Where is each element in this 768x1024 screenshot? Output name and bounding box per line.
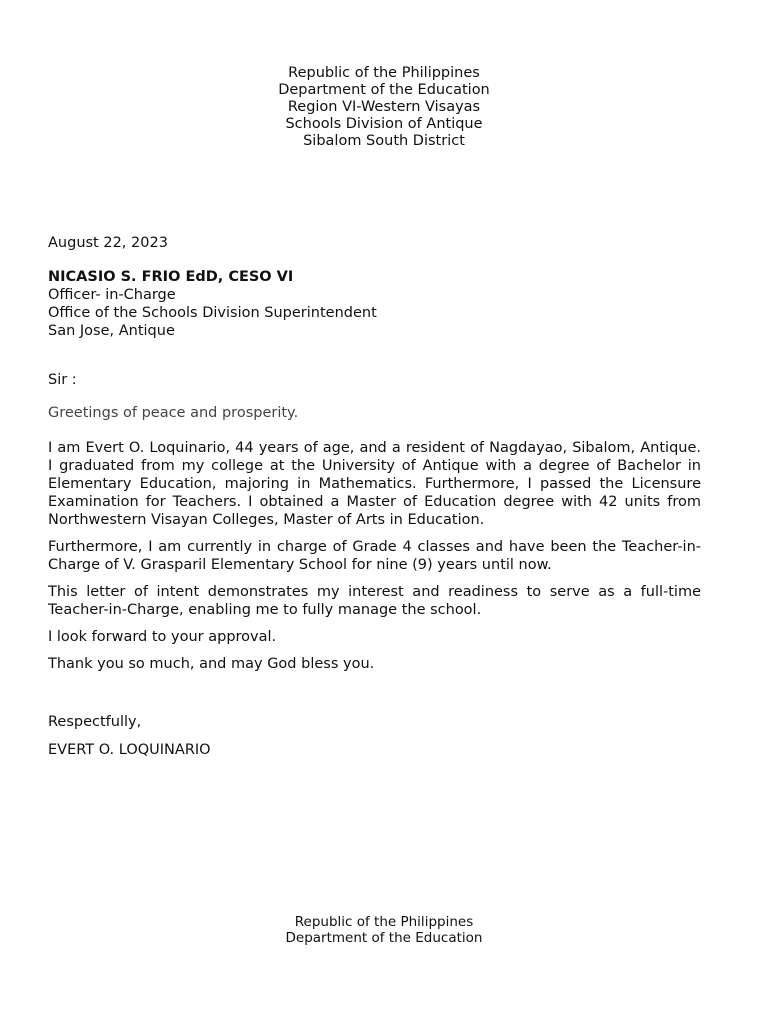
letter-body bbox=[48, 439, 701, 682]
recipient-block bbox=[48, 268, 701, 340]
page-footer bbox=[0, 915, 768, 946]
greeting: Greetings of peace and prosperity. bbox=[48, 405, 299, 421]
letterhead-line-department: Department of the Education bbox=[278, 82, 490, 98]
footer-line-department: Department of the Education bbox=[285, 929, 483, 946]
recipient-title: Officer- in-Charge bbox=[48, 287, 176, 303]
recipient-name: NICASIO S. FRIO EdD, CESO VI bbox=[48, 269, 294, 285]
paragraph-approval: I look forward to your approval. bbox=[48, 629, 277, 645]
signature-name: EVERT O. LOQUINARIO bbox=[48, 742, 211, 758]
paragraph-current-role: Furthermore, I am currently in charge of Grade 4 classes and have been the Teacher-in-Charge of V. Grasparil Elementary School for nine (9) years until now. bbox=[48, 539, 701, 573]
salutation: Sir : bbox=[48, 372, 77, 388]
footer-line-country: Republic of the Philippines bbox=[294, 914, 474, 930]
recipient-office: Office of the Schools Division Superintendent bbox=[48, 305, 377, 321]
paragraph-thanks: Thank you so much, and may God bless you. bbox=[48, 656, 375, 672]
recipient-location: San Jose, Antique bbox=[48, 323, 175, 339]
letterhead-line-district: Sibalom South District bbox=[303, 133, 465, 149]
closing: Respectfully, bbox=[48, 714, 142, 730]
letterhead-line-division: Schools Division of Antique bbox=[285, 116, 483, 132]
letter-date: August 22, 2023 bbox=[48, 235, 168, 251]
letterhead bbox=[0, 65, 768, 150]
letterhead-line-country: Republic of the Philippines bbox=[288, 65, 480, 81]
paragraph-background: I am Evert O. Loquinario, 44 years of age, and a resident of Nagdayao, Sibalom, Antique. I graduated from my college at the University of Antique with a degree of Bachelor in Elementary Education, majoring in Mathematics. Furthermore, I passed the Licensure Examination for Teachers. I obtained a Master of Education degree with 42 units from Northwestern Visayan Colleges, Master of Arts in Education. bbox=[48, 440, 701, 528]
letterhead-line-region: Region VI-Western Visayas bbox=[287, 99, 481, 115]
paragraph-intent: This letter of intent demonstrates my interest and readiness to serve as a full-time Teacher-in-Charge, enabling me to fully manage the school. bbox=[48, 584, 701, 618]
